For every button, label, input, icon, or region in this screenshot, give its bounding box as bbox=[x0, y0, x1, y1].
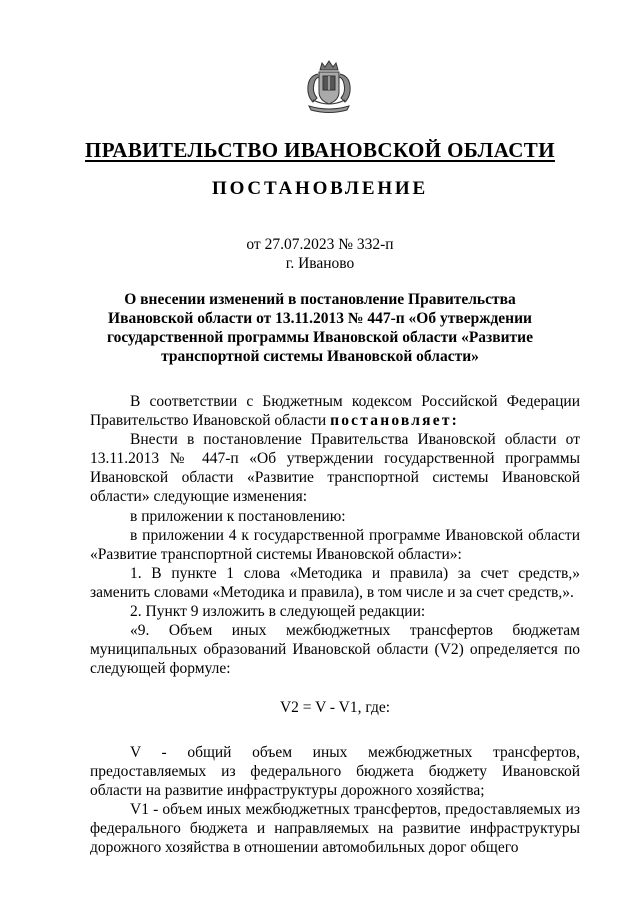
document-body bbox=[90, 392, 580, 857]
document-type-heading: ПОСТАНОВЛЕНИЕ bbox=[212, 178, 428, 199]
formula: V2 = V - V1, где: bbox=[279, 699, 391, 717]
paragraph: в приложении 4 к государственной программе Ивановской области «Развитие транспортной системы Ивановской области»: bbox=[90, 526, 580, 563]
paragraph: в приложении к постановлению: bbox=[130, 507, 346, 525]
paragraph: В соответствии с Бюджетным кодексом Российской Федерации Правительство Ивановской области постановляет: bbox=[90, 393, 580, 430]
paragraph: «9. Объем иных межбюджетных трансфертов бюджетам муниципальных образований Ивановской области (V2) определяется по следующей формуле: bbox=[90, 622, 580, 678]
city: г. Иваново bbox=[285, 255, 355, 272]
coat-of-arms-icon bbox=[303, 58, 355, 114]
decree-word: постановляет: bbox=[330, 412, 459, 430]
paragraph: V - общий объем иных межбюджетных трансфертов, предоставляемых из федерального бюджета бюджету Ивановской области на развитие инфраструктуры дорожного хозяйства; bbox=[90, 743, 580, 799]
date-number: от 27.07.2023 № 332-п bbox=[246, 236, 394, 253]
organization-title: ПРАВИТЕЛЬСТВО ИВАНОВСКОЙ ОБЛАСТИ bbox=[85, 138, 555, 162]
paragraph: 2. Пункт 9 изложить в следующей редакции: bbox=[130, 603, 426, 621]
document-subject: О внесении изменений в постановление Правительства Ивановской области от 13.11.2013 № 447-п «Об утверждении государственной программы Ивановской области «Развитие транспортной системы Ивановской области» bbox=[106, 291, 533, 365]
paragraph: 1. В пункте 1 слова «Методика и правила) за счет средств,» заменить словами «Методика и правила), в том числе и за счет средств,». bbox=[90, 564, 580, 601]
paragraph: V1 - объем иных межбюджетных трансфертов, предоставляемых из федерального бюджета и направляемых на развитие инфраструктуры дорожного хозяйства в отношении автомобильных дорог общего bbox=[90, 800, 580, 856]
paragraph: Внести в постановление Правительства Ивановской области от 13.11.2013 № 447-п «Об утверждении государственной программы Ивановской области «Развитие транспортной системы Ивановской области» следующие изменения: bbox=[90, 431, 580, 506]
date-block bbox=[0, 235, 640, 273]
